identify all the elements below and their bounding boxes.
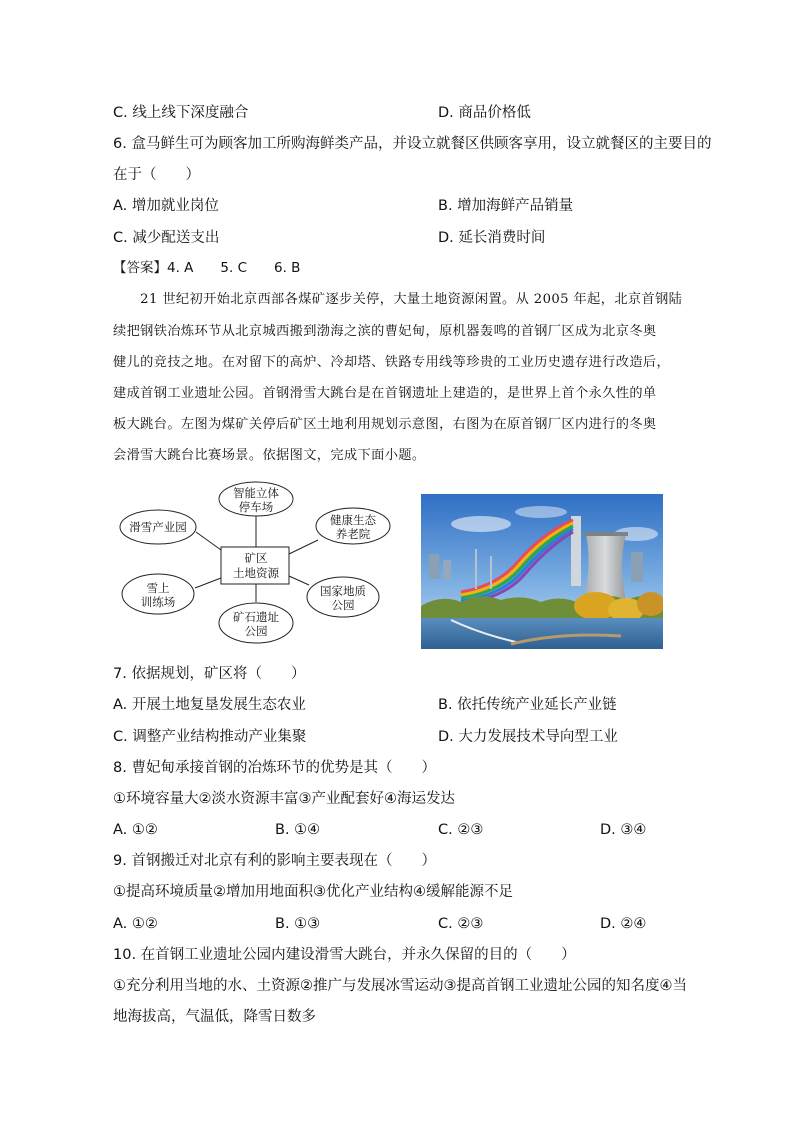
mine-park-label-1: 矿石遗址	[233, 610, 279, 624]
q9-option-b: B. ①③	[275, 916, 321, 932]
q8-option-c: C. ②③	[438, 822, 484, 838]
big-air-photo	[421, 494, 663, 649]
elderly-label-1: 健康生态	[330, 513, 376, 527]
q6-option-d: D. 延长消费时间	[438, 230, 546, 246]
q10-items-line-1: ①充分利用当地的水、土资源②推广与发展冰雪运动③提高首钢工业遗址公园的知名度④当	[113, 978, 687, 994]
q8-option-a: A. ①②	[113, 822, 158, 838]
q7-stem: 7. 依据规划，矿区将（ ）	[113, 666, 306, 682]
big-air-scene	[421, 494, 663, 649]
connector-snow-training	[195, 578, 221, 588]
center-label-1: 矿区	[244, 551, 268, 565]
elderly-label-2: 养老院	[335, 527, 371, 541]
snow-training-label-2: 训练场	[140, 595, 176, 609]
q6-option-b: B. 增加海鲜产品销量	[438, 198, 574, 214]
mine-park-label-2: 公园	[244, 624, 268, 638]
q7-option-b: B. 依托传统产业延长产业链	[438, 697, 617, 713]
q9-option-d: D. ②④	[600, 916, 647, 932]
q8-items: ①环境容量大②淡水资源丰富③产业配套好④海运发达	[113, 791, 455, 807]
cloud	[515, 506, 567, 518]
q9-stem: 9. 首钢搬迁对北京有利的影响主要表现在（ ）	[113, 853, 436, 869]
passage-line-6: 会滑雪大跳台比赛场景。依据图文，完成下面小题。	[113, 448, 426, 463]
geopark-label-2: 公园	[331, 598, 355, 612]
parking-label-1: 智能立体	[233, 486, 279, 500]
connector-elderly	[289, 540, 318, 554]
q10-stem: 10. 在首钢工业遗址公园内建设滑雪大跳台，并永久保留的目的（ ）	[113, 947, 576, 963]
q5-option-d: D. 商品价格低	[438, 105, 531, 121]
building	[443, 560, 451, 579]
q8-option-d: D. ③④	[600, 822, 647, 838]
q7-option-c: C. 调整产业结构推动产业集聚	[113, 729, 307, 745]
q6-option-c: C. 减少配送支出	[113, 230, 220, 246]
q8-option-b: B. ①④	[275, 822, 321, 838]
passage-line-2: 续把钢铁冶炼环节从北京城西搬到渤海之滨的曹妃甸，原机器轰鸣的首钢厂区成为北京冬奥	[113, 324, 657, 339]
q5-option-c: C. 线上线下深度融合	[113, 105, 249, 121]
cloud	[451, 516, 511, 532]
snow-training-label-1: 雪上	[146, 581, 170, 595]
passage-line-4: 建成首钢工业遗址公园。首钢滑雪大跳台是在首钢遗址上建造的，是世界上首个永久性的单	[113, 386, 657, 401]
land-use-diagram	[113, 480, 403, 652]
q6-option-a: A. 增加就业岗位	[113, 198, 219, 214]
parking-label-2: 停车场	[238, 500, 274, 514]
passage-line-1: 21 世纪初开始北京西部各煤矿逐步关停，大量土地资源闲置。从 2005 年起，北京首钢陆	[113, 292, 683, 307]
passage-line-3: 健儿的竞技之地。在对留下的高炉、冷却塔、铁路专用线等珍贵的工业历史遗存进行改造后，	[113, 355, 671, 370]
connector-ski-park	[196, 532, 221, 550]
q9-option-c: C. ②③	[438, 916, 484, 932]
q9-items: ①提高环境质量②增加用地面积③优化产业结构④缓解能源不足	[113, 884, 513, 900]
q7-option-a: A. 开展土地复垦发展生态农业	[113, 697, 306, 713]
building	[631, 552, 643, 582]
answer-line: 【答案】4. A 5. C 6. B	[113, 260, 301, 276]
q6-stem-line-1: 6. 盒马鲜生可为顾客加工所购海鲜类产品，并设立就餐区供顾客享用，设立就餐区的主要目的	[113, 136, 712, 152]
q8-stem: 8. 曹妃甸承接首钢的冶炼环节的优势是其（ ）	[113, 760, 436, 776]
connector-geopark	[289, 576, 309, 585]
q7-option-d: D. 大力发展技术导向型工业	[438, 729, 618, 745]
building	[429, 554, 439, 579]
q6-stem-line-2: 在于（ ）	[113, 167, 200, 183]
q10-items-line-2: 地海拔高，气温低，降雪日数多	[113, 1009, 316, 1025]
center-label-2: 土地资源	[233, 566, 279, 580]
passage-line-5: 板大跳台。左图为煤矿关停后矿区土地利用规划示意图，右图为在原首钢厂区内进行的冬奥	[113, 417, 657, 432]
cooling-tower-rim	[584, 532, 628, 536]
geopark-label-1: 国家地质	[320, 584, 366, 598]
q9-option-a: A. ①②	[113, 916, 158, 932]
ski-park-label: 滑雪产业园	[129, 520, 187, 534]
